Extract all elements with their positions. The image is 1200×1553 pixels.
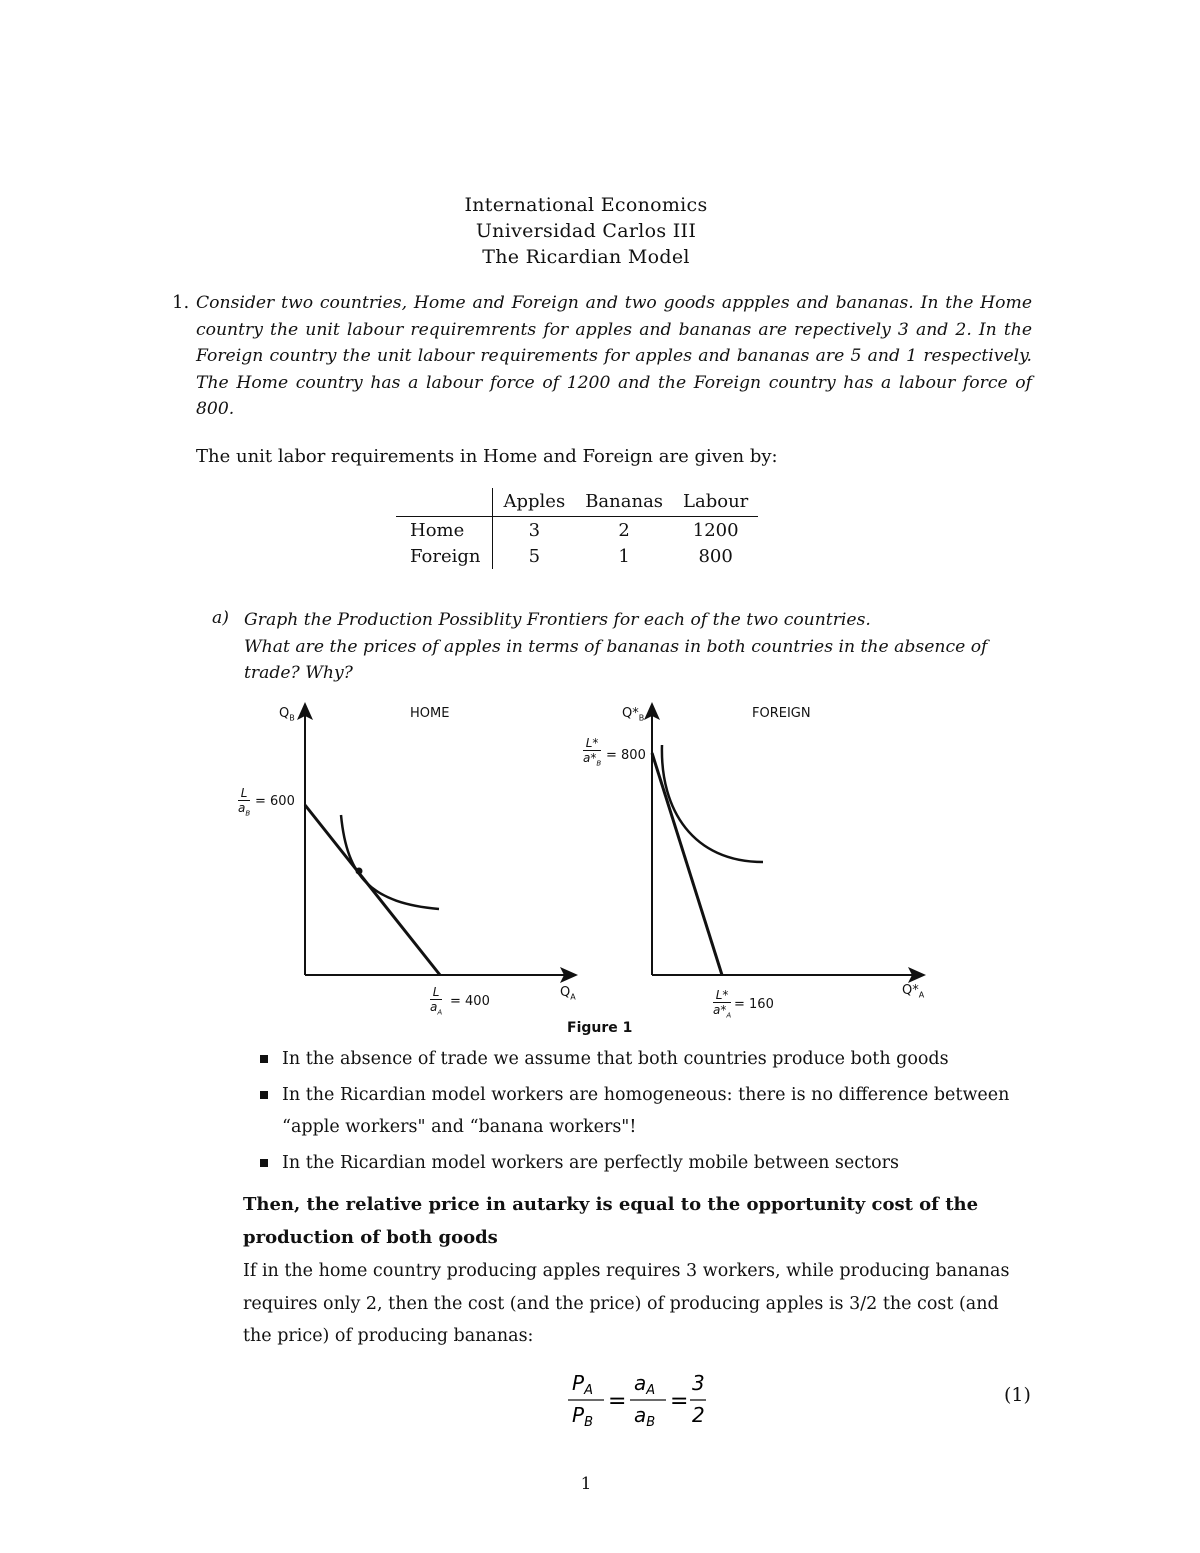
list-item [258, 1146, 1048, 1180]
eq-ratio-denominator: 2 [692, 1403, 705, 1427]
eq-labour-denominator: $a_B$ [634, 1403, 656, 1430]
conclusion-heading [243, 1188, 1043, 1254]
header-labour: Labour [683, 490, 749, 512]
home-ppf-line [305, 805, 440, 975]
course-title: International Economics [464, 194, 708, 216]
bullet-text: In the Ricardian model workers are perfectly mobile between sectors [282, 1153, 899, 1173]
cell-apples: 5 [528, 545, 541, 567]
eq-price-numerator: $P_A$ [572, 1371, 593, 1398]
part-a-label: a) [212, 608, 229, 628]
foreign-x-axis-label: $Q*_A$ [902, 983, 925, 1000]
table-intro: The unit labor requirements in Home and Foreign are given by: [196, 446, 778, 467]
conclusion-line: production of both goods [243, 1227, 498, 1248]
figure-caption: Figure 1 [567, 1020, 633, 1036]
question-text: Consider two countries, Home and Foreign and two goods appples and bananas. In the Home country the unit labour requiremrents for apples and bananas are repectively 3 and 2. In the Foreign country the unit labour requirements for apples and bananas are 5 and 1 respectively. The Home country has a labour force of 1200 and the Foreign country has a labour force of 800. [196, 293, 1032, 420]
foreign-y-intercept-fraction: $\frac{L*}{a*_B}$ [583, 736, 602, 768]
home-y-intercept-value: = 600 [255, 794, 295, 809]
relative-price-equation [568, 1370, 728, 1435]
home-y-axis-label: $Q_B$ [279, 706, 295, 723]
foreign-y-axis-label: $Q*_B$ [622, 706, 645, 723]
conclusion-line: Then, the relative price in autarky is equal to the opportunity cost of the [243, 1194, 979, 1215]
paragraph-line: requires only 2, then the cost (and the price) of producing apples is 3/2 the cost (and [243, 1293, 999, 1314]
bullet-square-icon [260, 1091, 268, 1099]
foreign-indifference-curve [662, 745, 763, 862]
foreign-x-intercept-fraction: $\frac{L*}{a*_A}$ [713, 988, 732, 1020]
part-a-line: trade? Why? [244, 663, 353, 684]
eq-price-denominator: $P_B$ [572, 1403, 593, 1430]
cell-labour: 1200 [692, 519, 739, 541]
home-y-intercept-fraction: $\frac{L}{a_B}$ [238, 786, 251, 818]
paragraph-line: the price) of producing bananas: [243, 1326, 534, 1346]
eq-labour-numerator: $a_A$ [634, 1371, 656, 1398]
home-equilibrium-point [356, 868, 363, 875]
part-a-line: What are the prices of apples in terms of bananas in both countries in the absence of [244, 636, 988, 657]
bullet-square-icon [260, 1055, 268, 1063]
foreign-ppf-line [652, 753, 722, 975]
svg-text:=: = [608, 1389, 627, 1414]
university-name: Universidad Carlos III [475, 220, 697, 242]
header-apples: Apples [503, 490, 566, 512]
home-x-axis-label: $Q_A$ [560, 985, 576, 1002]
bullet-text-continued: “apple workers" and “banana workers"! [282, 1117, 637, 1137]
list-item [258, 1078, 1048, 1142]
question-number: 1. [172, 292, 190, 313]
svg-text:=: = [670, 1389, 689, 1414]
header-bananas: Bananas [585, 490, 664, 512]
foreign-y-intercept-value: = 800 [606, 748, 646, 763]
cell-labour: 800 [698, 545, 733, 567]
explanation-paragraph [243, 1255, 1043, 1353]
equation-number: (1) [1004, 1384, 1031, 1406]
topic-title: The Ricardian Model [482, 246, 690, 268]
page-number: 1 [580, 1474, 592, 1494]
row-country: Foreign [396, 543, 493, 569]
foreign-x-intercept-value: = 160 [734, 997, 774, 1012]
bullet-text: In the Ricardian model workers are homogeneous: there is no difference between [282, 1085, 1010, 1105]
row-country: Home [396, 517, 493, 544]
home-x-intercept-value: = 400 [450, 994, 490, 1009]
eq-ratio-numerator: 3 [692, 1371, 705, 1395]
cell-bananas: 2 [618, 519, 630, 541]
home-graph-title: HOME [410, 706, 450, 721]
list-item [258, 1042, 1048, 1076]
bullet-square-icon [260, 1159, 268, 1167]
paragraph-line: If in the home country producing apples requires 3 workers, while producing bananas [243, 1261, 1010, 1281]
home-indifference-curve [341, 815, 439, 909]
bullet-text: In the absence of trade we assume that both countries produce both goods [282, 1049, 949, 1069]
cell-apples: 3 [528, 519, 541, 541]
cell-bananas: 1 [618, 545, 630, 567]
part-a-line: Graph the Production Possiblity Frontiers for each of the two countries. [244, 610, 871, 630]
home-x-intercept-fraction: $\frac{L}{a_A}$ [430, 985, 443, 1017]
bullet-list [258, 1042, 1048, 1180]
foreign-graph-title: FOREIGN [752, 706, 811, 721]
